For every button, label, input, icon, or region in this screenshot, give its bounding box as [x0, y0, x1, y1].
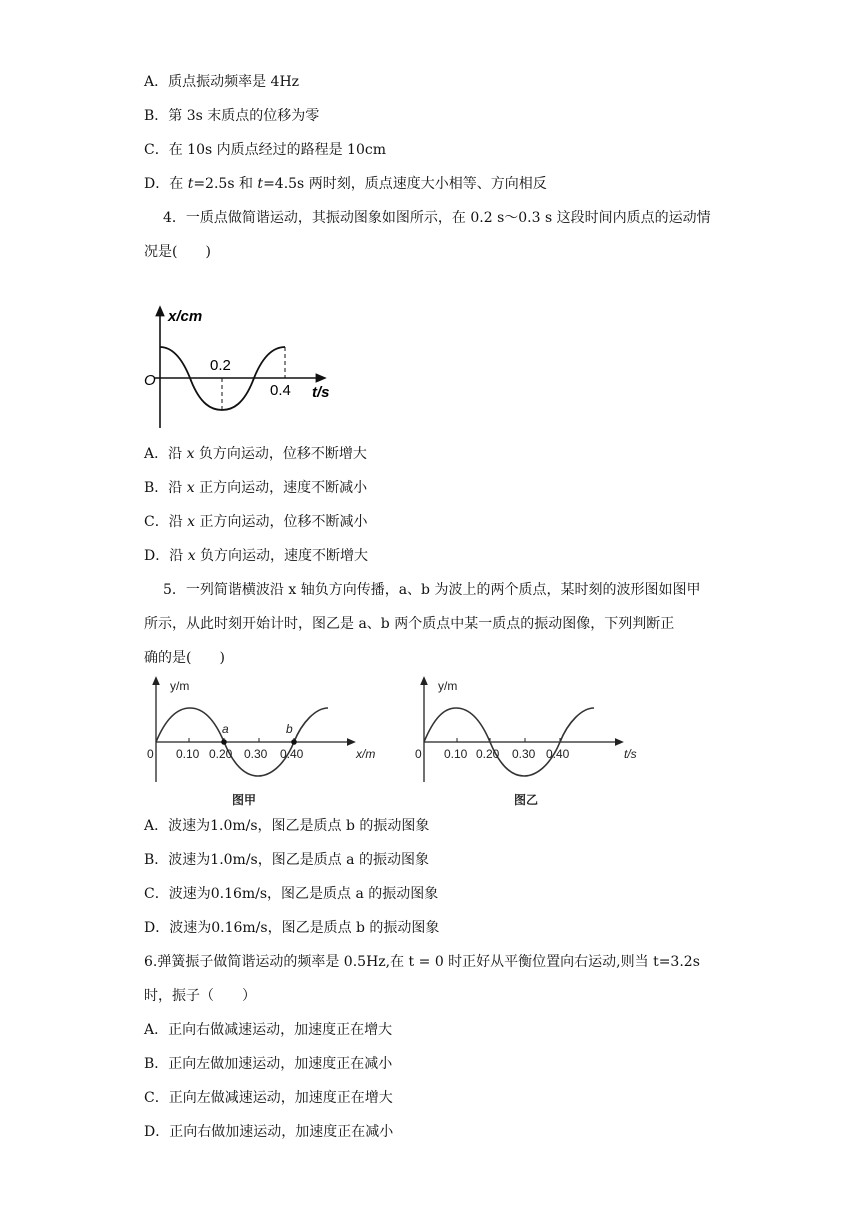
figa-tick-label: 0.30 [244, 747, 268, 761]
q5-stem-line1: 5．一列简谐横波沿 x 轴负方向传播，a、b 为波上的两个质点，某时刻的波形图如图甲 [163, 582, 701, 598]
q3-option-c: C．在 10s 内质点经过的路程是 10cm [144, 142, 386, 158]
q5-option-c: C．波速为0.16m/s，图乙是质点 a 的振动图象 [144, 886, 439, 902]
q4-option-d-pre: D．沿 [144, 548, 188, 564]
q6-stem-line2: 时，振子（ ） [144, 988, 256, 1004]
q4-option-a-var: x [186, 446, 195, 462]
q4-option-b-pre: B．沿 [144, 480, 187, 496]
figb-tick-label: 0.40 [546, 747, 570, 761]
q6-option-c: C．正向左做减速运动，加速度正在增大 [144, 1090, 393, 1106]
q3-option-d-pre: D．在 [144, 176, 188, 192]
q3-option-d-mid: =2.5s 和 [193, 176, 258, 192]
figb-tick-label: 0.20 [476, 747, 500, 761]
q5-stem-line2: 所示，从此时刻开始计时，图乙是 a、b 两个质点中某一质点的振动图像，下列判断正 [144, 616, 675, 632]
q4-tick-0.4: 0.4 [270, 382, 291, 399]
figa-xlabel: x/m [356, 747, 376, 761]
q4-option-c-pre: C．沿 [144, 514, 188, 530]
q4-option-d-var: x [187, 548, 196, 564]
q4-option-a [144, 444, 367, 464]
figa-label-a: a [222, 722, 229, 736]
q5-option-d: D．波速为0.16m/s，图乙是质点 b 的振动图象 [144, 920, 440, 936]
figb-tick-label: 0.10 [444, 747, 468, 761]
q4-option-d-post: 负方向运动，速度不断增大 [195, 548, 369, 564]
figa-point-b [291, 739, 297, 745]
q3-option-d-post: =4.5s 两时刻，质点速度大小相等、方向相反 [263, 176, 547, 192]
q4-ylabel: x/cm [168, 308, 203, 325]
q6-option-b: B．正向左做加速运动，加速度正在减小 [144, 1056, 393, 1072]
q4-vibration-graph [140, 300, 360, 435]
q6-option-d: D．正向右做加速运动，加速度正在减小 [144, 1124, 394, 1140]
q4-option-a-pre: A．沿 [144, 446, 187, 462]
q4-xlabel: t/s [312, 384, 330, 401]
q3-option-d [144, 174, 547, 194]
q4-option-b [144, 478, 367, 498]
q4-tick-0.2: 0.2 [210, 357, 231, 374]
q6-option-a: A．正向右做减速运动，加速度正在增大 [144, 1022, 393, 1038]
q4-option-b-post: 正方向运动，速度不断减小 [194, 480, 368, 496]
q4-option-c-post: 正方向运动，位移不断减小 [195, 514, 368, 530]
q4-option-c [144, 512, 368, 532]
figa-point-a [221, 739, 227, 745]
figb-xlabel: t/s [624, 747, 637, 761]
figa-tick-label: 0.20 [209, 747, 233, 761]
q4-origin: O [144, 372, 156, 389]
q3-option-b: B．第 3s 末质点的位移为零 [144, 108, 320, 124]
q4-stem-line2: 况是( ) [144, 244, 211, 260]
figa-origin: 0 [147, 747, 154, 761]
figb-caption: 图乙 [514, 793, 539, 807]
q4-option-d [144, 546, 368, 566]
figb-origin: 0 [415, 747, 422, 761]
q5-option-b: B．波速为1.0m/s，图乙是质点 a 的振动图象 [144, 852, 429, 868]
figa-caption: 图甲 [232, 793, 257, 807]
q4-option-b-var: x [186, 480, 195, 496]
figa-tick-label: 0.40 [280, 747, 304, 761]
q3-option-d-t1: t [187, 176, 194, 192]
q5-option-a: A．波速为1.0m/s，图乙是质点 b 的振动图象 [144, 818, 430, 834]
figa-tick-label: 0.10 [176, 747, 200, 761]
q3-option-a: A．质点振动频率是 4Hz [144, 74, 300, 90]
figb-ylabel: y/m [438, 679, 458, 693]
figb-tick-label: 0.30 [512, 747, 536, 761]
q5-figure-b-vibration-graph [408, 672, 658, 812]
q5-figure-a-wave-graph [140, 672, 390, 812]
q4-stem-line1: 4．一质点做简谐运动，其振动图象如图所示，在 0.2 s～0.3 s 这段时间内质点的运动情 [163, 210, 711, 226]
q4-option-c-var: x [187, 514, 196, 530]
q4-option-a-post: 负方向运动，位移不断增大 [194, 446, 367, 462]
q6-stem-line1: 6.弹簧振子做简谐运动的频率是 0.5Hz,在 t = 0 时正好从平衡位置向右运动,则当 t=3.2s [144, 954, 700, 970]
figa-ylabel: y/m [170, 679, 190, 693]
q3-option-d-t2: t [257, 176, 264, 192]
figa-label-b: b [286, 722, 293, 736]
q5-stem-line3: 确的是( ) [144, 650, 225, 666]
